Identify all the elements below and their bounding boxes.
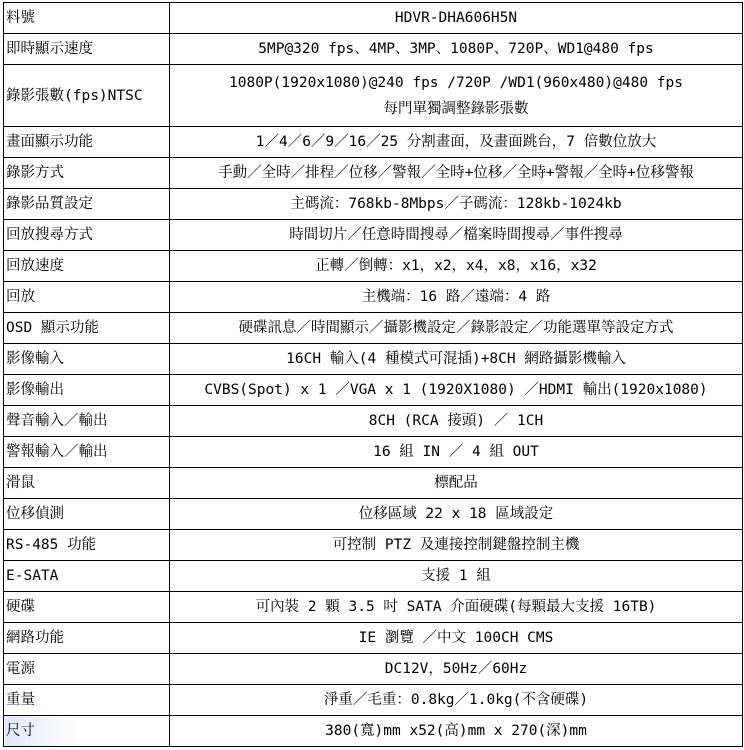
spec-value: CVBS(Spot) x 1 ／VGA x 1 (1920X1080) ／HDMI 輸出(1920x1080) <box>170 375 743 406</box>
spec-row-network <box>4 623 743 654</box>
spec-row-audio-io <box>4 406 743 437</box>
spec-row-playback <box>4 282 743 313</box>
spec-label: 警報輸入／輸出 <box>4 437 170 468</box>
spec-label: 回放搜尋方式 <box>4 220 170 251</box>
spec-label: 即時顯示速度 <box>4 34 170 65</box>
spec-label: 影像輸出 <box>4 375 170 406</box>
spec-row-screen-display <box>4 127 743 158</box>
spec-value: 主機端：16 路／遠端：4 路 <box>170 282 743 313</box>
spec-label: 重量 <box>4 685 170 716</box>
spec-table-body <box>4 3 743 747</box>
spec-label: OSD 顯示功能 <box>4 313 170 344</box>
spec-value: IE 瀏覽 ／中文 100CH CMS <box>170 623 743 654</box>
spec-label: 錄影方式 <box>4 158 170 189</box>
spec-label: 料號 <box>4 3 170 34</box>
spec-value: 16 組 IN ／ 4 組 OUT <box>170 437 743 468</box>
spec-value: 主碼流：768kb-8Mbps／子碼流：128kb-1024kb <box>170 189 743 220</box>
spec-label: 錄影張數(fps)NTSC <box>4 65 170 127</box>
spec-value: HDVR-DHA606H5N <box>170 3 743 34</box>
spec-label: 回放速度 <box>4 251 170 282</box>
spec-value <box>170 65 743 127</box>
spec-label: 電源 <box>4 654 170 685</box>
spec-label: RS-485 功能 <box>4 530 170 561</box>
spec-table <box>3 2 743 747</box>
spec-value: 支援 1 組 <box>170 561 743 592</box>
spec-row-osd <box>4 313 743 344</box>
spec-label: 畫面顯示功能 <box>4 127 170 158</box>
spec-label: 硬碟 <box>4 592 170 623</box>
spec-label: 尺寸 <box>4 716 170 747</box>
spec-row-video-input <box>4 344 743 375</box>
spec-value: 1／4／6／9／16／25 分割畫面，及畫面跳台，7 倍數位放大 <box>170 127 743 158</box>
spec-label: 回放 <box>4 282 170 313</box>
spec-row-model <box>4 3 743 34</box>
spec-row-recording-fps <box>4 65 743 127</box>
spec-value: 硬碟訊息／時間顯示／攝影機設定／錄影設定／功能選單等設定方式 <box>170 313 743 344</box>
spec-value: 正轉／倒轉：x1，x2，x4，x8，x16，x32 <box>170 251 743 282</box>
spec-label: 聲音輸入／輸出 <box>4 406 170 437</box>
spec-value: DC12V，50Hz／60Hz <box>170 654 743 685</box>
spec-row-video-output <box>4 375 743 406</box>
spec-value-line: 每門單獨調整錄影張數 <box>383 100 529 117</box>
spec-value: 380(寬)mm x52(高)mm x 270(深)mm <box>170 716 743 747</box>
spec-row-dimensions <box>4 716 743 747</box>
spec-row-weight <box>4 685 743 716</box>
spec-row-recording-mode <box>4 158 743 189</box>
spec-row-motion-detection <box>4 499 743 530</box>
spec-label: 影像輸入 <box>4 344 170 375</box>
spec-value: 手動／全時／排程／位移／警報／全時+位移／全時+警報／全時+位移警報 <box>170 158 743 189</box>
spec-row-esata <box>4 561 743 592</box>
spec-value: 5MP@320 fps、4MP、3MP、1080P、720P、WD1@480 fps <box>170 34 743 65</box>
spec-row-power <box>4 654 743 685</box>
spec-row-playback-speed <box>4 251 743 282</box>
spec-row-rs485 <box>4 530 743 561</box>
spec-row-mouse <box>4 468 743 499</box>
spec-row-recording-quality <box>4 189 743 220</box>
spec-label: E-SATA <box>4 561 170 592</box>
spec-row-live-display-speed <box>4 34 743 65</box>
spec-value: 淨重／毛重：0.8kg／1.0kg(不含硬碟) <box>170 685 743 716</box>
spec-row-alarm-io <box>4 437 743 468</box>
spec-label: 位移偵測 <box>4 499 170 530</box>
spec-value: 8CH (RCA 接頭) ／ 1CH <box>170 406 743 437</box>
spec-row-hdd <box>4 592 743 623</box>
spec-label: 滑鼠 <box>4 468 170 499</box>
spec-value: 時間切片／任意時間搜尋／檔案時間搜尋／事件搜尋 <box>170 220 743 251</box>
spec-value: 可控制 PTZ 及連接控制鍵盤控制主機 <box>170 530 743 561</box>
spec-label: 網路功能 <box>4 623 170 654</box>
spec-value: 標配品 <box>170 468 743 499</box>
spec-value-line: 1080P(1920x1080)@240 fps /720P /WD1(960x480)@480 fps <box>229 74 683 91</box>
spec-value: 16CH 輸入(4 種模式可混插)+8CH 網路攝影機輸入 <box>170 344 743 375</box>
spec-value: 可內裝 2 顆 3.5 吋 SATA 介面硬碟(每顆最大支援 16TB) <box>170 592 743 623</box>
spec-row-playback-search <box>4 220 743 251</box>
spec-value: 位移區域 22 x 18 區域設定 <box>170 499 743 530</box>
spec-label: 錄影品質設定 <box>4 189 170 220</box>
